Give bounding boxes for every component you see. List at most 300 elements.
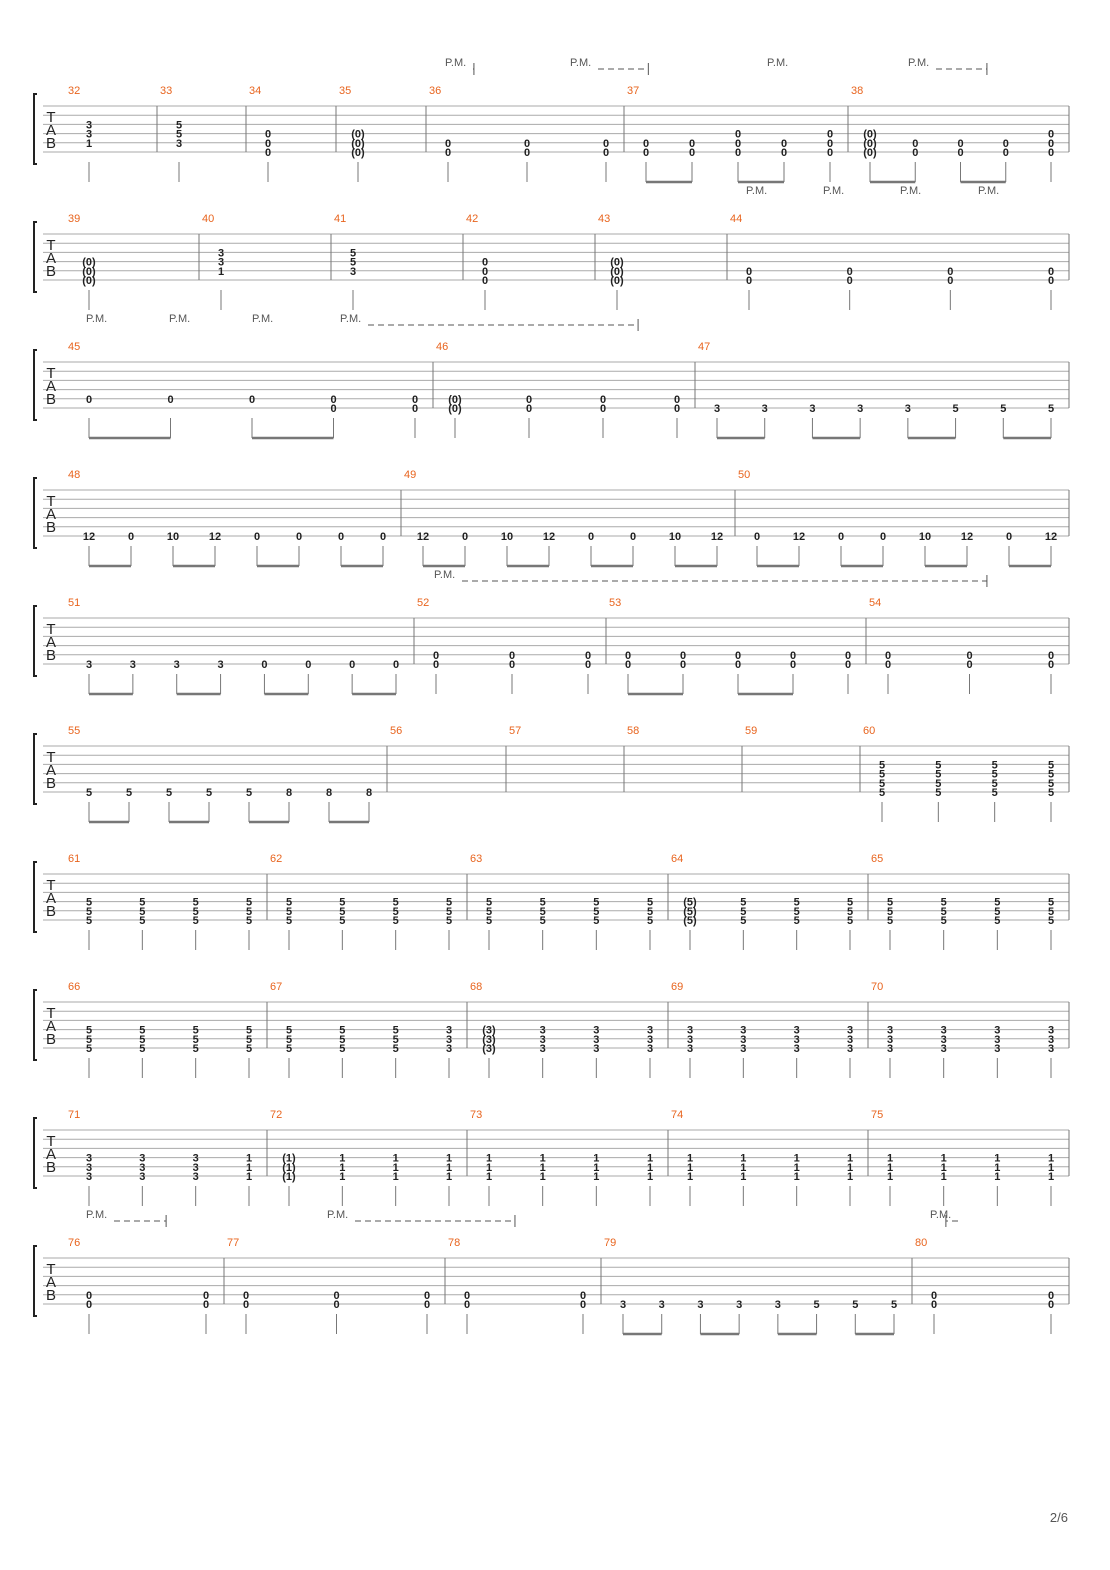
fret-number: 3 — [740, 1043, 747, 1055]
fret-number: 1 — [245, 1152, 253, 1165]
fret-number: 5 — [85, 787, 93, 799]
measure-number: 33 — [160, 85, 173, 97]
measure-number: 70 — [871, 981, 884, 993]
fret-number: 0 — [826, 147, 834, 159]
fret-number: 5 — [593, 915, 600, 927]
fret-number: 0 — [642, 137, 650, 150]
fret-number: 0 — [264, 137, 272, 150]
fret-number: 1 — [793, 1152, 800, 1165]
fret-number: 0 — [349, 659, 356, 671]
fret-number: 0 — [930, 1299, 938, 1311]
tab-clef-letter: T — [46, 1261, 56, 1278]
fret-number: 5 — [846, 915, 854, 927]
fret-number: 3 — [85, 119, 93, 132]
fret-number: 5 — [991, 768, 998, 781]
system-bracket — [34, 222, 37, 292]
fret-number: 5 — [886, 905, 894, 918]
tab-clef-letter: B — [45, 647, 57, 664]
tab-clef-letter: B — [45, 391, 57, 408]
fret-number: 0 — [508, 649, 516, 662]
fret-number: 3 — [713, 403, 721, 415]
measure-number: 37 — [627, 85, 640, 97]
tab-clef-letter: T — [46, 1005, 56, 1022]
fret-number: 0 — [912, 147, 919, 159]
fret-number: 1 — [392, 1171, 399, 1183]
fret-number: 5 — [445, 905, 453, 918]
fret-number: 0 — [1047, 649, 1055, 662]
fret-number: 5 — [646, 905, 654, 918]
fret-number: 5 — [935, 759, 942, 772]
tab-clef-letter: A — [45, 634, 57, 651]
measure-number: 38 — [851, 85, 864, 97]
tab-clef-letter: B — [45, 135, 57, 152]
fret-number: 0 — [481, 265, 489, 278]
fret-number: 0 — [642, 147, 650, 159]
fret-number: 1 — [485, 1161, 493, 1174]
tab-clef-letter: A — [45, 1274, 57, 1291]
fret-number: 1 — [940, 1152, 947, 1165]
fret-number: 3 — [349, 265, 357, 278]
measure-number: 78 — [448, 1237, 461, 1249]
fret-number: 5 — [991, 777, 998, 790]
fret-number: 0 — [679, 659, 687, 671]
system-bracket — [34, 990, 37, 1060]
fret-number: 3 — [445, 1033, 453, 1046]
fret-number: 3 — [846, 1024, 854, 1037]
fret-number: 0 — [1047, 275, 1055, 287]
tab-clef-letter: B — [45, 1159, 57, 1176]
fret-number: 8 — [325, 787, 333, 799]
fret-number: 3 — [539, 1043, 546, 1055]
fret-number: 5 — [192, 1043, 199, 1055]
palm-mute-label: P.M. — [327, 1209, 349, 1221]
measure-number: 52 — [417, 597, 430, 609]
fret-number: (0) — [351, 128, 365, 141]
fret-number: 5 — [878, 777, 886, 790]
fret-number: 5 — [245, 787, 253, 799]
tab-clef-letter: B — [45, 903, 57, 920]
fret-number: 5 — [245, 915, 253, 927]
fret-number: 0 — [673, 403, 681, 415]
fret-number: 0 — [837, 531, 845, 543]
fret-number: 3 — [904, 403, 911, 415]
fret-number: 0 — [599, 393, 607, 406]
fret-number: 3 — [940, 1033, 947, 1046]
fret-number: 0 — [264, 128, 272, 141]
fret-number: 5 — [285, 1043, 293, 1055]
fret-number: (0) — [610, 275, 624, 287]
fret-number: 5 — [165, 787, 173, 799]
fret-number: 12 — [710, 531, 724, 543]
fret-number: 3 — [129, 659, 136, 671]
fret-number: 0 — [629, 531, 637, 543]
fret-number: 1 — [85, 137, 93, 150]
fret-number: 5 — [139, 1033, 146, 1046]
fret-number: (5) — [683, 915, 697, 927]
fret-number: 5 — [740, 896, 747, 909]
fret-number: 5 — [192, 915, 199, 927]
fret-number: 0 — [826, 128, 834, 141]
fret-number: 3 — [1047, 1043, 1055, 1055]
fret-number: (1) — [282, 1161, 296, 1174]
fret-number: 3 — [686, 1043, 694, 1055]
fret-number: 1 — [994, 1152, 1001, 1165]
fret-number: 0 — [1005, 531, 1013, 543]
fret-number: 5 — [85, 1033, 93, 1046]
fret-number: (0) — [863, 128, 877, 141]
fret-number: 1 — [1047, 1171, 1055, 1183]
fret-number: 5 — [485, 896, 493, 909]
fret-number: 1 — [940, 1161, 947, 1174]
fret-number: 0 — [602, 137, 610, 150]
system-bracket — [34, 862, 37, 932]
fret-number: (0) — [82, 256, 96, 269]
fret-number: 5 — [339, 905, 346, 918]
fret-number: 3 — [857, 403, 864, 415]
fret-number: 5 — [245, 1024, 253, 1037]
fret-number: 5 — [485, 915, 493, 927]
measure-number: 48 — [68, 469, 81, 481]
fret-number: 0 — [1047, 1289, 1055, 1302]
fret-number: 0 — [624, 649, 632, 662]
system-bracket — [34, 478, 37, 548]
measure-number: 49 — [404, 469, 417, 481]
fret-number: 3 — [846, 1043, 854, 1055]
fret-number: 1 — [539, 1161, 546, 1174]
fret-number: 0 — [432, 649, 440, 662]
measure-number: 41 — [334, 213, 347, 225]
palm-mute-label: P.M. — [86, 1209, 108, 1221]
fret-number: 1 — [686, 1161, 694, 1174]
fret-number: 3 — [774, 1299, 781, 1311]
measure-number: 59 — [745, 725, 758, 737]
tab-clef-letter: T — [46, 365, 56, 382]
fret-number: 0 — [423, 1299, 431, 1311]
fret-number: 0 — [734, 128, 742, 141]
fret-number: 5 — [846, 905, 854, 918]
palm-mute-label: P.M. — [908, 57, 930, 69]
system-bracket — [34, 1118, 37, 1188]
fret-number: 5 — [813, 1299, 820, 1311]
fret-number: 5 — [1047, 777, 1055, 790]
fret-number: 1 — [485, 1171, 493, 1183]
fret-number: 5 — [994, 905, 1001, 918]
fret-number: 0 — [379, 531, 387, 543]
fret-number: 0 — [587, 531, 595, 543]
fret-number: 0 — [734, 659, 742, 671]
fret-number: 0 — [1047, 128, 1055, 141]
fret-number: 1 — [846, 1171, 854, 1183]
fret-number: 5 — [349, 256, 357, 269]
measure-number: 65 — [871, 853, 884, 865]
fret-number: 1 — [539, 1171, 546, 1183]
measure-number: 53 — [609, 597, 622, 609]
fret-number: 5 — [175, 119, 183, 132]
fret-number: 0 — [734, 147, 742, 159]
measure-number: 63 — [470, 853, 483, 865]
fret-number: 10 — [500, 531, 514, 543]
tab-clef-letter: B — [45, 1031, 57, 1048]
fret-number: 5 — [539, 905, 546, 918]
fret-number: 0 — [463, 1299, 471, 1311]
fret-number: 5 — [245, 1043, 253, 1055]
fret-number: 0 — [261, 659, 268, 671]
fret-number: 0 — [202, 1289, 210, 1302]
fret-number: 0 — [463, 1289, 471, 1302]
fret-number: 5 — [940, 905, 947, 918]
fret-number: 0 — [295, 531, 303, 543]
fret-number: 0 — [884, 659, 892, 671]
fret-number: 1 — [886, 1171, 894, 1183]
fret-number: 5 — [85, 905, 93, 918]
tab-clef-letter: A — [45, 250, 57, 267]
fret-number: 5 — [852, 1299, 859, 1311]
fret-number: 5 — [1047, 759, 1055, 772]
tab-clef-letter: A — [45, 378, 57, 395]
fret-number: 3 — [85, 659, 93, 671]
tab-clef-letter: B — [45, 263, 57, 280]
measure-number: 42 — [466, 213, 479, 225]
fret-number: 5 — [245, 1033, 253, 1046]
fret-number: 5 — [886, 896, 894, 909]
tab-system — [34, 1209, 1069, 1334]
fret-number: 12 — [960, 531, 974, 543]
measure-number: 50 — [738, 469, 751, 481]
fret-number: 0 — [1047, 265, 1055, 278]
fret-number: 5 — [392, 915, 399, 927]
fret-number: 0 — [602, 147, 610, 159]
fret-number: 0 — [202, 1299, 210, 1311]
tab-clef-letter: B — [45, 775, 57, 792]
fret-number: 0 — [1002, 147, 1009, 159]
fret-number: 3 — [736, 1299, 743, 1311]
fret-number: 8 — [365, 787, 373, 799]
fret-number: 3 — [761, 403, 768, 415]
fret-number: 0 — [624, 659, 632, 671]
fret-number: 1 — [793, 1171, 800, 1183]
fret-number: 12 — [82, 531, 96, 543]
tab-clef-letter: T — [46, 621, 56, 638]
fret-number: (0) — [351, 147, 365, 159]
tab-system — [34, 185, 1069, 310]
fret-number: 5 — [740, 905, 747, 918]
fret-number: 0 — [789, 659, 797, 671]
fret-number: 5 — [1000, 403, 1007, 415]
fret-number: 5 — [646, 896, 654, 909]
palm-mute-label: P.M. — [978, 185, 1000, 197]
fret-number: 3 — [217, 659, 224, 671]
tab-clef-letter: B — [45, 519, 57, 536]
fret-number: (0) — [351, 137, 365, 150]
measure-number: 54 — [869, 597, 882, 609]
fret-number: 3 — [85, 1152, 93, 1165]
fret-number: 1 — [593, 1161, 600, 1174]
fret-number: 3 — [539, 1024, 546, 1037]
system-bracket — [34, 350, 37, 420]
fret-number: 5 — [205, 787, 213, 799]
fret-number: 3 — [994, 1043, 1001, 1055]
fret-number: 5 — [285, 915, 293, 927]
fret-number: 0 — [966, 649, 973, 662]
fret-number: 0 — [579, 1299, 587, 1311]
fret-number: 3 — [686, 1024, 694, 1037]
fret-number: 3 — [646, 1033, 654, 1046]
fret-number: 5 — [846, 896, 854, 909]
fret-number: 1 — [445, 1171, 453, 1183]
fret-number: 0 — [1047, 1299, 1055, 1311]
tab-system — [34, 725, 1069, 822]
measure-number: 36 — [429, 85, 442, 97]
fret-number: 0 — [392, 659, 400, 671]
fret-number: 1 — [217, 265, 225, 278]
fret-number: 1 — [245, 1161, 253, 1174]
system-bracket — [34, 606, 37, 676]
fret-number: 0 — [444, 137, 452, 150]
fret-number: 5 — [935, 787, 942, 799]
fret-number: 0 — [844, 659, 852, 671]
fret-number: (0) — [863, 147, 877, 159]
fret-number: 3 — [593, 1043, 600, 1055]
fret-number: 0 — [167, 393, 174, 406]
fret-number: 5 — [1047, 896, 1055, 909]
fret-number: 1 — [1047, 1161, 1055, 1174]
measure-number: 61 — [68, 853, 81, 865]
fret-number: 0 — [745, 265, 753, 278]
fret-number: (0) — [863, 137, 877, 150]
fret-number: 0 — [745, 275, 753, 287]
fret-number: 5 — [392, 1043, 399, 1055]
fret-number: 1 — [686, 1152, 694, 1165]
fret-number: 0 — [844, 649, 852, 662]
fret-number: 1 — [646, 1171, 654, 1183]
fret-number: 0 — [525, 403, 533, 415]
fret-number: 3 — [740, 1033, 747, 1046]
fret-number: 3 — [85, 1171, 93, 1183]
fret-number: 3 — [793, 1043, 800, 1055]
fret-number: 5 — [339, 1043, 346, 1055]
fret-number: 5 — [139, 915, 146, 927]
palm-mute-label: P.M. — [445, 57, 467, 69]
fret-number: 3 — [593, 1024, 600, 1037]
fret-number: 3 — [217, 247, 225, 260]
fret-number: (0) — [610, 256, 624, 269]
measure-number: 74 — [671, 1109, 684, 1121]
tab-system — [34, 57, 1069, 182]
fret-number: 10 — [166, 531, 180, 543]
measure-number: 72 — [270, 1109, 283, 1121]
fret-number: 0 — [444, 147, 452, 159]
fret-number: 0 — [966, 659, 973, 671]
fret-number: 1 — [994, 1171, 1001, 1183]
fret-number: 0 — [423, 1289, 431, 1302]
fret-number: 3 — [886, 1043, 894, 1055]
tab-clef-letter: T — [46, 493, 56, 510]
fret-number: 5 — [890, 1299, 898, 1311]
measure-number: 79 — [604, 1237, 617, 1249]
fret-number: 1 — [392, 1161, 399, 1174]
fret-number: 1 — [886, 1161, 894, 1174]
fret-number: 5 — [1047, 768, 1055, 781]
fret-number: 3 — [217, 256, 225, 269]
fret-number: 0 — [846, 265, 853, 278]
palm-mute-label: P.M. — [823, 185, 845, 197]
fret-number: 5 — [192, 1024, 199, 1037]
fret-number: 0 — [525, 393, 533, 406]
fret-number: 12 — [1044, 531, 1058, 543]
measure-number: 66 — [68, 981, 81, 993]
fret-number: 3 — [192, 1152, 199, 1165]
tab-system — [34, 313, 1069, 438]
fret-number: 1 — [593, 1171, 600, 1183]
fret-number: 0 — [333, 1289, 340, 1302]
fret-number: 3 — [619, 1299, 627, 1311]
measure-number: 43 — [598, 213, 611, 225]
palm-mute-label: P.M. — [252, 313, 274, 325]
fret-number: 5 — [392, 905, 399, 918]
system-bracket — [34, 734, 37, 804]
tab-clef-letter: T — [46, 109, 56, 126]
fret-number: 0 — [333, 1299, 340, 1311]
fret-number: 5 — [192, 896, 199, 909]
fret-number: (3) — [482, 1033, 496, 1046]
fret-number: 5 — [1047, 787, 1055, 799]
fret-number: 3 — [697, 1299, 704, 1311]
fret-number: 10 — [668, 531, 682, 543]
fret-number: 5 — [85, 896, 93, 909]
fret-number: (1) — [282, 1171, 296, 1183]
fret-number: 10 — [918, 531, 932, 543]
fret-number: 1 — [593, 1152, 600, 1165]
fret-number: 3 — [793, 1024, 800, 1037]
fret-number: (0) — [82, 275, 96, 287]
fret-number: 3 — [646, 1043, 654, 1055]
fret-number: 3 — [139, 1171, 146, 1183]
fret-number: 5 — [339, 915, 346, 927]
system-bracket — [34, 1246, 37, 1316]
palm-mute-label: P.M. — [434, 569, 456, 581]
fret-number: 3 — [646, 1024, 654, 1037]
fret-number: 0 — [947, 265, 954, 278]
fret-number: 0 — [780, 137, 788, 150]
fret-number: 3 — [85, 128, 93, 141]
fret-number: 0 — [305, 659, 312, 671]
fret-number: 5 — [175, 128, 183, 141]
fret-number: 5 — [392, 896, 399, 909]
fret-number: 5 — [740, 915, 747, 927]
fret-number: 1 — [392, 1152, 399, 1165]
fret-number: 5 — [878, 768, 886, 781]
fret-number: 3 — [994, 1033, 1001, 1046]
fret-number: 5 — [935, 777, 942, 790]
fret-number: 1 — [339, 1161, 346, 1174]
fret-number: 5 — [85, 1043, 93, 1055]
tab-system — [34, 853, 1069, 950]
fret-number: 0 — [957, 137, 964, 150]
fret-number: 1 — [686, 1171, 694, 1183]
fret-number: 0 — [330, 393, 337, 406]
fret-number: 5 — [1047, 905, 1055, 918]
fret-number: 0 — [1047, 137, 1055, 150]
fret-number: 3 — [793, 1033, 800, 1046]
measure-number: 76 — [68, 1237, 81, 1249]
measure-number: 73 — [470, 1109, 483, 1121]
fret-number: 5 — [878, 759, 886, 772]
fret-number: 1 — [445, 1152, 453, 1165]
fret-number: 0 — [673, 393, 681, 406]
fret-number: 0 — [780, 147, 788, 159]
fret-number: 5 — [445, 896, 453, 909]
fret-number: 5 — [192, 1033, 199, 1046]
